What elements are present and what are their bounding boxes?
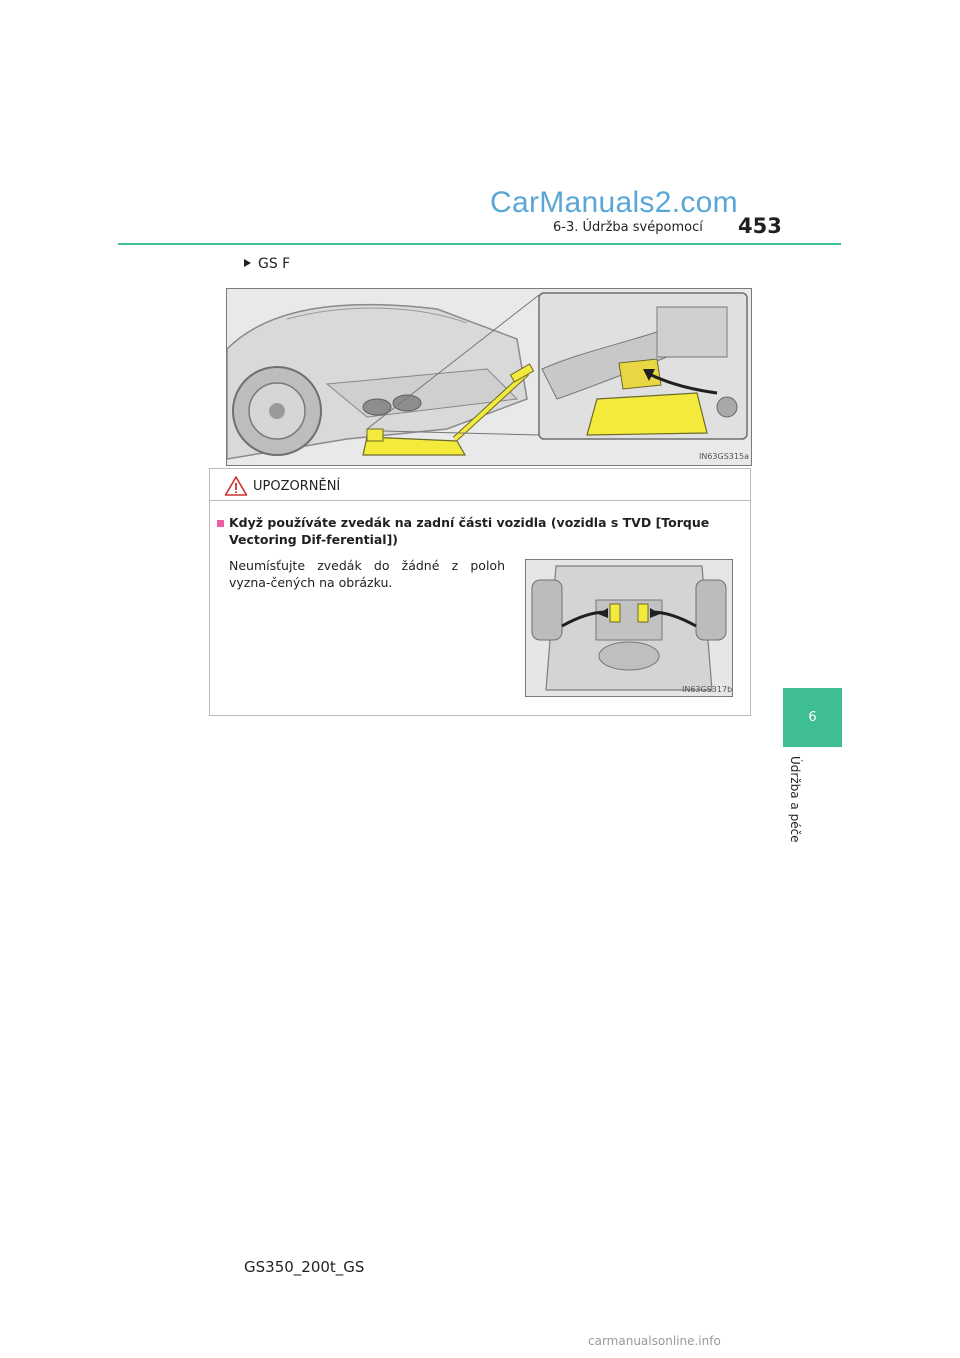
warning-header-divider <box>210 500 750 501</box>
chapter-number: 6 <box>808 710 817 725</box>
bullet-triangle-icon <box>244 259 251 267</box>
jack-under-rear-car-illustration <box>226 288 752 466</box>
variant-label-text: GS F <box>258 256 291 272</box>
section-title: 6-3. Údržba svépomocí <box>553 220 703 235</box>
warning-title: UPOZORNĚNÍ <box>253 479 341 494</box>
page-number: 453 <box>738 214 782 238</box>
variant-label <box>244 256 290 272</box>
header-divider <box>118 243 841 245</box>
chapter-tab <box>783 688 842 747</box>
underbody-illustration-svg <box>526 560 732 696</box>
warning-body: Neumísťujte zvedák do žádné z poloh vyzna-čených na obrázku. <box>229 558 505 590</box>
warning-triangle-icon <box>224 475 248 501</box>
figure-code: IN63GS315a <box>699 452 749 461</box>
jack-illustration-svg <box>227 289 751 465</box>
warning-heading: Když používáte zvedák na zadní části vozidla (vozidla s TVD [Torque Vectoring Dif-ferential]) <box>229 515 710 547</box>
figure-code: IN63GS317b <box>682 685 732 694</box>
car-underbody-illustration <box>525 559 733 697</box>
heading-square-icon <box>217 520 224 527</box>
chapter-label: Údržba a péče <box>788 756 802 843</box>
watermark-footer: carmanualsonline.info <box>588 1334 721 1348</box>
model-code: GS350_200t_GS <box>244 1258 365 1276</box>
watermark-logo: CarManuals2.com <box>490 186 738 219</box>
